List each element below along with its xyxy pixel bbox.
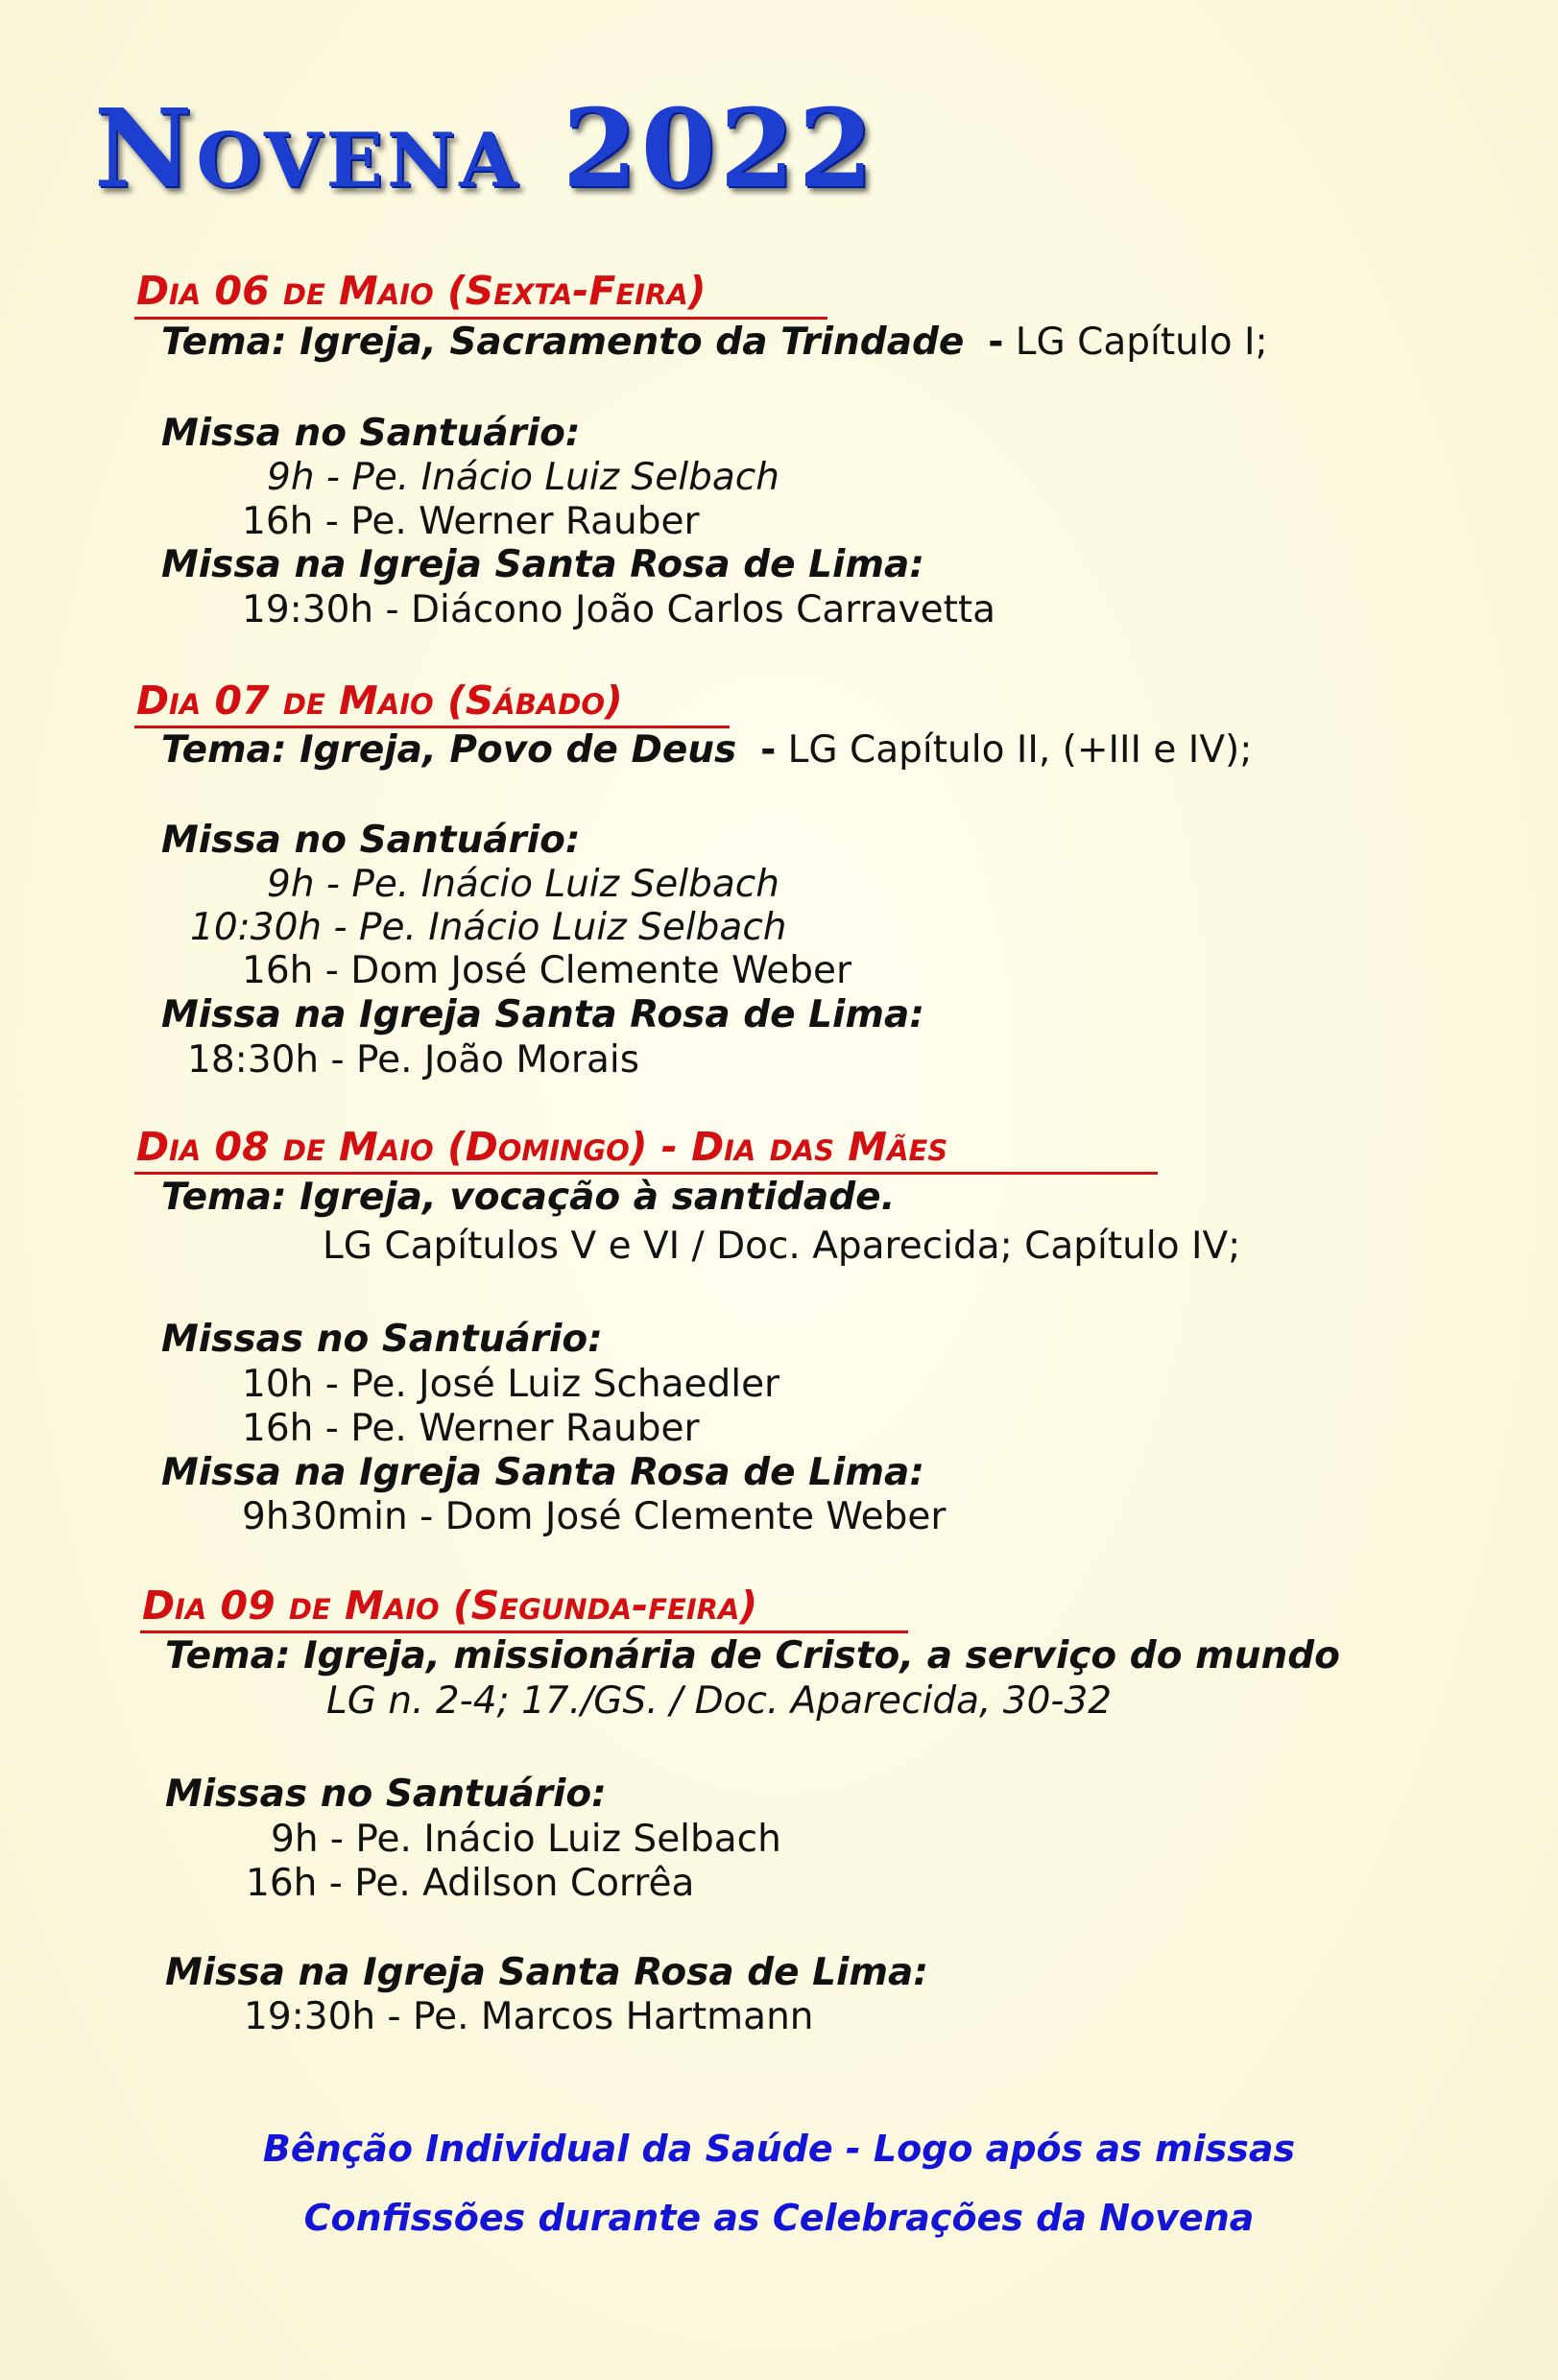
day-heading-underline [134,1172,1158,1175]
footer-confessions: Confissões durante as Celebrações da Novena [303,2197,1255,2239]
santuario-label: Missas no Santuário: [161,1318,603,1361]
day-heading: Dia 08 de Maio (Domingo) - Dia das Mães [136,1124,948,1170]
mass-time-entry: 16h - Pe. Werner Rauber [242,500,700,543]
day-heading: Dia 06 de Maio (Sexta-Feira) [136,268,707,314]
tema-label: Tema: Igreja, Povo de Deus [161,728,737,772]
tema-reference: LG Capítulos V e VI / Doc. Aparecida; Capítulo IV; [323,1225,1241,1268]
tema-reference: LG Capítulo II, (+III e IV); [787,728,1253,772]
mass-time-entry: 9h30min - Dom José Clemente Weber [242,1495,947,1538]
mass-time-entry: 16h - Pe. Werner Rauber [242,1407,700,1450]
mass-time-entry: 10h - Pe. José Luiz Schaedler [242,1363,780,1406]
tema-reference: LG n. 2-4; 17./GS. / Doc. Aparecida, 30-32 [326,1679,1113,1723]
tema-reference: LG Capítulo I; [1015,321,1268,364]
santuario-label: Missa no Santuário: [161,412,581,455]
tema-label: Tema: Igreja, missionária de Cristo, a serviço do mundo [165,1634,1340,1678]
tema-line: Tema: Igreja, Sacramento da Trindade - LG Capítulo I; [161,321,1268,364]
tema-label: Tema: Igreja, vocação à santidade. [161,1176,896,1219]
mass-time-entry: 16h - Pe. Adilson Corrêa [246,1862,695,1905]
day-heading: Dia 07 de Maio (Sábado) [136,678,623,724]
mass-time-entry: 9h - Pe. Inácio Luiz Selbach [267,456,779,499]
mass-time-entry: 9h - Pe. Inácio Luiz Selbach [271,1818,781,1861]
mass-time-entry: 18:30h - Pe. João Morais [187,1038,640,1082]
santuario-label: Missas no Santuário: [165,1773,607,1816]
mass-time-entry: 9h - Pe. Inácio Luiz Selbach [267,863,779,906]
day-heading-underline [134,317,827,320]
tema-line: Tema: Igreja, Povo de Deus - LG Capítulo II, (+III e IV); [161,728,1253,772]
poster-title: Novena 2022 [94,86,877,212]
day-heading-underline [140,1630,908,1633]
igreja-label: Missa na Igreja Santa Rosa de Lima: [161,543,924,586]
igreja-label: Missa na Igreja Santa Rosa de Lima: [165,1951,928,1994]
santuario-label: Missa no Santuário: [161,819,581,862]
igreja-label: Missa na Igreja Santa Rosa de Lima: [161,993,924,1036]
mass-time-entry: 19:30h - Pe. Marcos Hartmann [244,1995,814,2038]
mass-time-entry: 16h - Dom José Clemente Weber [242,949,852,992]
mass-time-entry: 10:30h - Pe. Inácio Luiz Selbach [190,906,787,949]
igreja-label: Missa na Igreja Santa Rosa de Lima: [161,1451,924,1494]
day-heading: Dia 09 de Maio (Segunda-feira) [142,1583,758,1629]
mass-time-entry: 19:30h - Diácono João Carlos Carravetta [242,588,996,631]
tema-label: Tema: Igreja, Sacramento da Trindade [161,321,965,364]
footer-blessing: Bênção Individual da Saúde - Logo após as missas [262,2128,1296,2170]
